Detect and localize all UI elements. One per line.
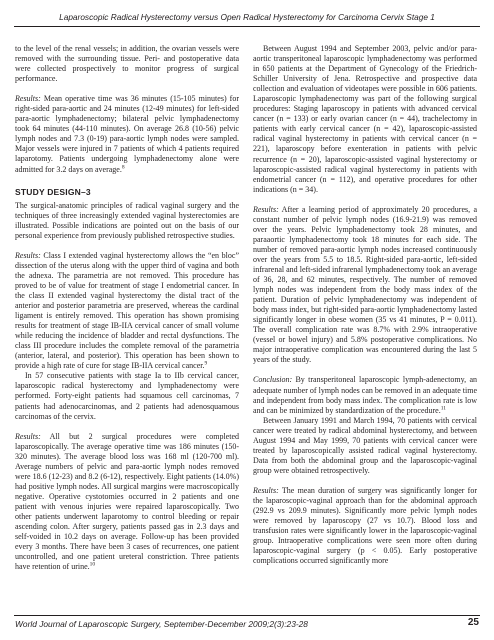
left-results-1: Results: Mean operative time was 36 minutes (15-105 minutes) for right-sided para-aortic and 24 minutes (12-49 minutes) for left-sided para-aortic lymphadenectomy; bilateral pelvic lymphadenectomy took 64 minutes (44-110 minutes). On average 26.8 (10-56) pelvic lymph nodes and 7.3 (0-19) para-aortic lymph nodes were sampled. Major vessels were injured in 7 patients of which 4 patients required laparotomy. Patients undergoing lymphadenectomy alone were admitted for 3.2 days on average.$^8$	[15, 94, 239, 174]
footer-rule	[14, 615, 480, 616]
running-header: Laparoscopic Radical Hysterectomy versus Open Radical Hysterectomy for Carcinoma Cervix Stage 1	[59, 12, 435, 22]
conclusion-label: Conclusion:	[253, 375, 293, 385]
left-results-2: Results: Class I extended vaginal hysterectomy allows the “en bloc” dissection of the uterus along with the upper third of vagina and both the adnexa. The parametria are not removed. This procedure has proved to be of value for treatment of stage I endometrial cancer. In the class II extended vaginal hysterectomy the distal tract of the anterior and posterior parametria are preserved, whereas the cardinal ligament is entirely removed. This operation has shown promising results for treatment of stage IB-IIA cervical cancer of small volume while reducing the incidence of bladder and rectal dysfunctions. The class III procedure includes the complete removal of the parametria (anterior, lateral, and posterior). This operation has been shown to provide a high rate of cure for stage IB-IIA cervical cancer.$^9$	[15, 250, 239, 371]
left-column	[15, 44, 239, 572]
right-paragraph-1: Between August 1994 and September 2003, pelvic and/or para-aortic transperitoneal laparoscopic lymphadenectomy was performed in 650 patients at the Department of Gynecology of the Friedrich-Schiller University of Jena. Retrospective and prospective data collection and evaluation of videotapes were possible in 606 patients. Laparoscopic lymphadenectomy was part of the following surgical procedures: Staging laparoscopy in patients with advanced cervical cancer (n = 133) or early ovarian cancer (n = 44), trachelectomy in patients with early cervical cancer (n = 42), laparoscopic-assisted radical vaginal hysterectomy in patients with cervical cancer (n = 221), laparoscopy before exenteration in patients with pelvic recurrence (n = 20), laparoscopic-assisted vaginal hysterectomy or laparoscopic-assisted radical vaginal hysterectomy in patients with endometrial cancer (n = 112), and operative procedures for other indications (n = 34).	[253, 44, 477, 194]
left-paragraph-1: to the level of the renal vessels; in addition, the ovarian vessels were removed with the surrounding tissue. Peri- and postoperative data were collected prospectively to monitor progress of surgical performance.	[15, 44, 239, 84]
reference-mark: 10	[89, 561, 96, 568]
results-label: Results:	[15, 94, 41, 104]
header-rule	[14, 26, 480, 27]
right-results-1: Results: After a learning period of approximately 20 procedures, a constant number of pelvic lymph nodes (16.9-21.9) was removed over the years. Pelvic lymphadenectomy took 28 minutes, and paraaortic lymphadenectomy took 18 minutes for each side. The number of removed para-aortic lymph nodes increased continuously over the years from 5.5 to 18.5. Right-sided para-aortic, left-sided infrarenal and left-sided infrarenal lymphadenectomy took an average of 36, 28, and 62 minutes, respectively. The number of removed lymph nodes was independent from the body mass index of the patient. Duration of pelvic lymphadenectomy was independent of body mass index, but right-sided para-aortic lymphadenectomy lasted significantly longer in obese women (35 vs 41 minutes, P = 0.011). The overall complication rate was 8.7% with 2.9% intraoperative (vessel or bowel injury) and 5.8% postoperative complications. No major intraoperative complication was encountered during the last 5 years of the study.	[253, 204, 477, 365]
results-label: Results:	[253, 204, 279, 214]
right-column	[253, 44, 477, 566]
left-results-3: Results: All but 2 surgical procedures were completed laparoscopically. The average operative time was 186 minutes (150-320 minutes). The average blood loss was 168 ml (120-700 ml). Average numbers of pelvic and para-aortic lymph nodes removed were 18.6 (12-23) and 8.2 (6-12), respectively. Eight patients (14.0%) had positive lymph nodes. All surgical margins were macroscopically negative. Operative cystotomies occurred in 2 patients and one patient with venous injuries were repaired laparoscopically. Two other patients underwent laparotomy to control bleeding or repair ascending colon. After surgery, patients passed gas in 2.3 days and self-voided in 10.2 days on average. Follow-up has been provided every 3 months. There have been 3 cases of recurrences, one patient uncontrolled, and one patient ureteral constriction. Three patients have retention of urine.$^{10}$	[15, 431, 239, 572]
journal-citation: World Journal of Laparoscopic Surgery, September-December 2009;2(3):23-28	[15, 619, 308, 629]
right-results-2: Results: The mean duration of surgery was significantly longer for the laparoscopic-vaginal approach than for the abdominal approach (292.9 vs 209.9 minutes). Significantly more pelvic lymph nodes were removed by laparoscopy (27 vs 10.7). Blood loss and transfusion rates were significantly lower in the laparoscopic-vaginal group. Intraoperative complications were seen more often during laparoscopic-vaginal surgery (p < 0.05). Early postoperative complications occurred significantly more	[253, 485, 477, 566]
results-label: Results:	[15, 431, 41, 441]
results-label: Results:	[253, 485, 279, 495]
right-conclusion: Conclusion: By transperitoneal laparoscopic lymph-adenectomy, an adequate number of lymph nodes can be removed in an adequate time and independent from body mass index. The complication rate is low and can be minimized by standardization of the procedure.$^{11}$	[253, 375, 477, 415]
reference-mark: 11	[440, 404, 447, 411]
left-paragraph-3: The surgical-anatomic principles of radical vaginal surgery and the techniques of three increasingly extended vaginal hysterectomies are illustrated. Possible indications are pointed out on the basis of our personal experience from previously published retrospective studies.	[15, 200, 239, 240]
section-heading: STUDY DESIGN–3	[15, 186, 91, 197]
left-paragraph-5: In 57 consecutive patients with stage Ia to IIb cervical cancer, laparoscopic radical hysterectomy and lymphadenectomy were performed. Forty-eight patients had squamous cell carcinomas, 7 patients had adenocarcinomas, and 2 patients had adenosquamous carcinomas of the cervix.	[15, 371, 239, 421]
right-paragraph-4: Between January 1991 and March 1994, 70 patients with cervical cancer were treated by radical abdominal hysterectomy, and between August 1994 and May 1999, 70 patients with cervical cancer were treated by laparoscopically assisted radical vaginal hysterectomy. Data from both the abdominal group and the laparoscopic-vaginal group were obtained retrospectively.	[253, 415, 477, 475]
results-label: Results:	[15, 250, 41, 260]
reference-mark: 8	[121, 163, 125, 170]
reference-mark: 9	[204, 360, 208, 367]
page-number: 25	[467, 617, 479, 628]
